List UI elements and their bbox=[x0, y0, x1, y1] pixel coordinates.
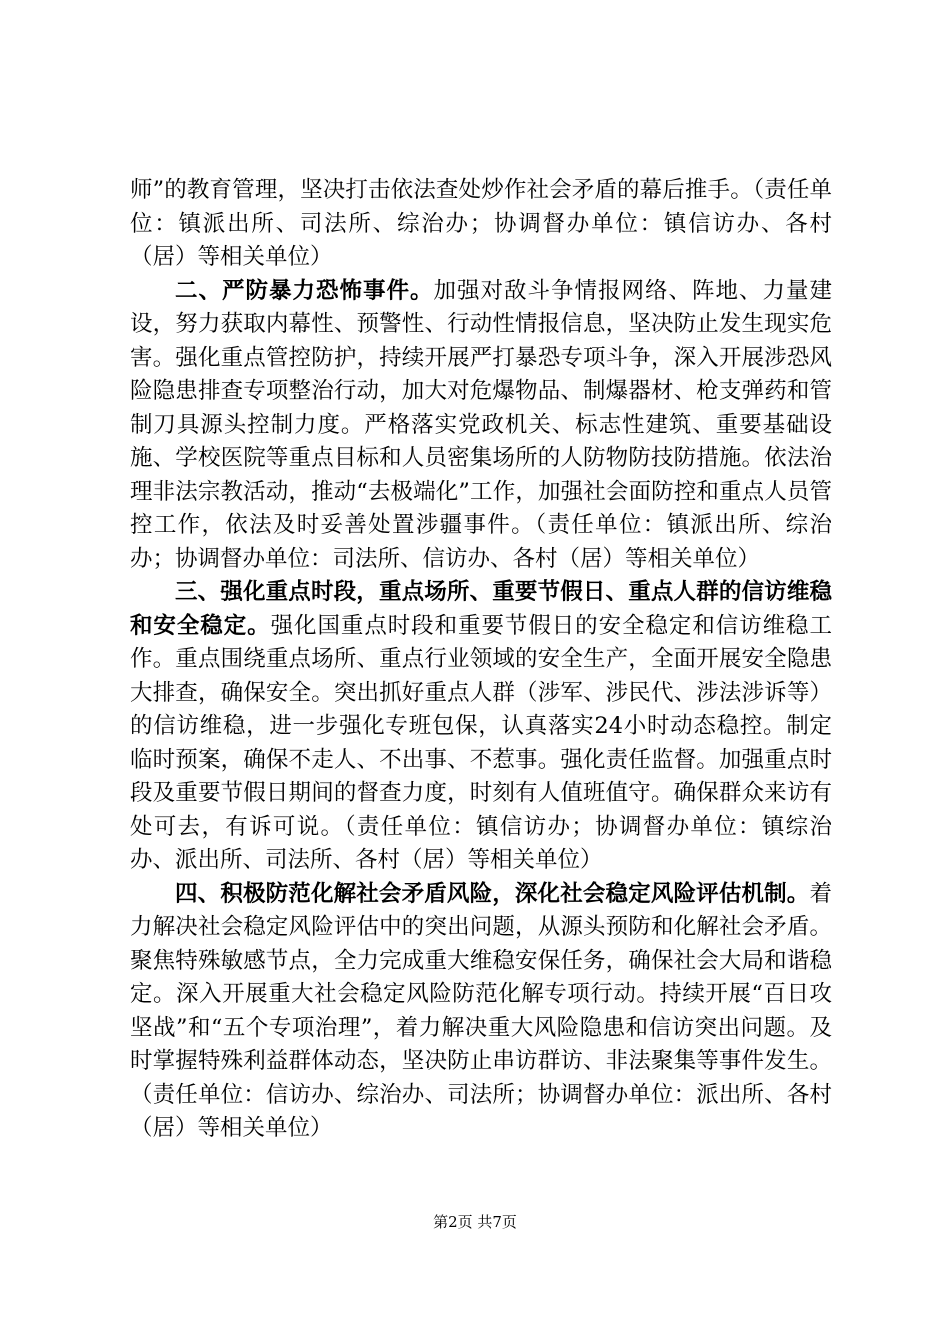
paragraph-text: 加强对敌斗争情报网络、阵地、力量建设，努力获取内幕性、预警性、行动性情报信息，坚决防止发生现实危害。强化重点管控防护，持续开展严打暴恐专项斗争，深入开展涉恐风险隐患排查专项整治行动，加大对危爆物品、制爆器材、枪支弹药和管制刀具源头控制力度。严格落实党政机关、标志性建筑、重要基础设施、学校医院等重点目标和人员密集场所的人防物防技防措施。依法治理非法宗教活动，推动“去极端化”工作，加强社会面防控和重点人员管控工作，依法及时妥善处置涉疆事件。（责任单位：镇派出所、综治办；协调督办单位：司法所、信访办、各村（居）等相关单位） bbox=[130, 277, 832, 572]
document-body bbox=[130, 174, 832, 1146]
paragraph-text: 师”的教育管理，坚决打击依法查处炒作社会矛盾的幕后推手。（责任单位：镇派出所、司法所、综治办；协调督办单位：镇信访办、各村（居）等相关单位） bbox=[130, 177, 832, 270]
paragraph-heading: 三、强化重点时段，重点场所、重要节假日、重点人群的信访维稳和安全稳定。 bbox=[130, 579, 832, 639]
paragraph-text: 着力解决社会稳定风险评估中的突出问题，从源头预防和化解社会矛盾。聚焦特殊敏感节点，全力完成重大维稳安保任务，确保社会大局和谐稳定。深入开展重大社会稳定风险防范化解专项行动。持续开展“百日攻坚战”和“五个专项治理”，着力解决重大风险隐患和信访突出问题。及时掌握特殊利益群体动态，坚决防止串访群访、非法聚集等事件发生。（责任单位：信访办、综治办、司法所；协调督办单位：派出所、各村（居）等相关单位） bbox=[130, 880, 832, 1141]
page-number-footer: 第2页 共7页 bbox=[433, 1213, 517, 1231]
paragraph-heading: 四、积极防范化解社会矛盾风险，深化社会稳定风险评估机制。 bbox=[175, 880, 810, 907]
paragraph-heading: 二、严防暴力恐怖事件。 bbox=[175, 277, 434, 304]
paragraph-section-4 bbox=[130, 878, 832, 1146]
paragraph-continuation bbox=[130, 174, 832, 275]
paragraph-section-2 bbox=[130, 275, 832, 577]
paragraph-text: 强化国重点时段和重要节假日的安全稳定和信访维稳工作。重点围绕重点场所、重点行业领域的安全生产，全面开展安全隐患大排查，确保安全。突出抓好重点人群（涉军、涉民代、涉法涉诉等）的信访维稳，进一步强化专班包保，认真落实24小时动态稳控。制定临时预案，确保不走人、不出事、不惹事。强化责任监督。加强重点时段及重要节假日期间的督查力度，时刻有人值班值守。确保群众来访有处可去，有诉可说。（责任单位：镇信访办；协调督办单位：镇综治办、派出所、司法所、各村（居）等相关单位） bbox=[130, 612, 832, 873]
paragraph-section-3 bbox=[130, 576, 832, 878]
